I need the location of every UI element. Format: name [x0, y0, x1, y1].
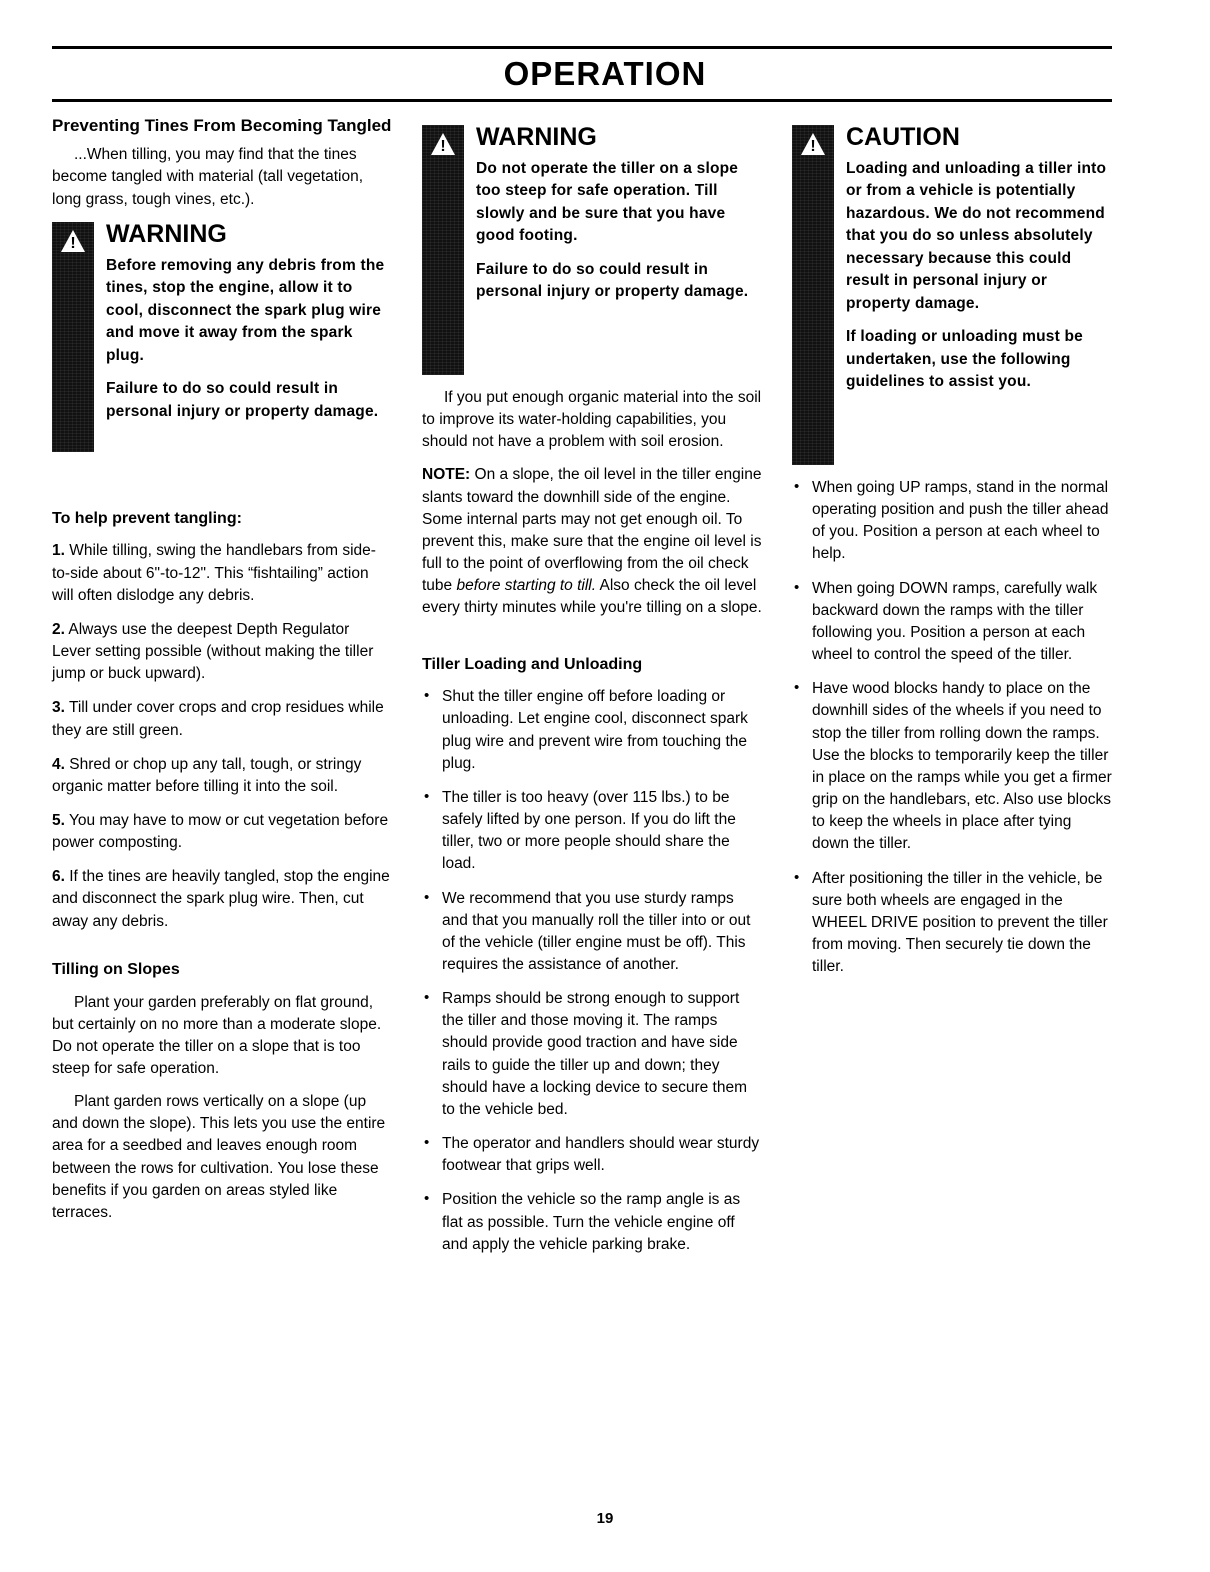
list-item	[52, 540, 392, 606]
page-number: 19	[596, 1510, 614, 1527]
section-heading-preventing-tines: Preventing Tines From Becoming Tangled	[52, 116, 392, 135]
warning-bar	[52, 222, 94, 452]
list-item: • Shut the tiller engine off before loading or unloading. Let engine cool, disconnect spark plug wire and prevent wire from touching the plug.	[422, 686, 762, 775]
paragraph-tines-intro: ...When tilling, you may find that the tines become tangled with material (tall vegetation, long grass, tough vines, etc.).	[52, 146, 364, 208]
caution-text-primary: Loading and unloading a tiller into or from a vehicle is potentially hazardous. We do not recommend that you do so unless absolutely necessary because this could result in personal injury or property damage.	[846, 160, 1107, 312]
warning-box-debris	[52, 219, 392, 452]
list-item	[52, 754, 392, 798]
column-left	[52, 115, 392, 1235]
warning-text-secondary: Failure to do so could result in personal injury or property damage.	[476, 260, 749, 301]
step-text: You may have to mow or cut vegetation before power composting.	[52, 812, 389, 852]
paragraph-organic-material: If you put enough organic material into the soil to improve its water-holding capabilities, you should not have a problem with soil erosion.	[422, 389, 762, 451]
list-item: • After positioning the tiller in the vehicle, be sure both wheels are engaged in the WHEEL DRIVE position to prevent the tiller from moving. Then securely tie down the tiller.	[792, 868, 1112, 979]
warning-exclamation-icon: !	[800, 133, 826, 157]
list-item: • The operator and handlers should wear sturdy footwear that grips well.	[422, 1133, 762, 1177]
step-text: Shred or chop up any tall, tough, or stringy organic matter before tilling it into the soil.	[52, 755, 362, 795]
step-number: 4.	[52, 755, 65, 773]
note-text-b: Also check the oil level every thirty minutes while you're tilling on a slope.	[422, 577, 762, 617]
column-center	[422, 115, 762, 1268]
list-item: • When going UP ramps, stand in the normal operating position and push the tiller ahead of you. Position a person at each wheel to help.	[792, 477, 1112, 566]
note-text-a: On a slope, the oil level in the tiller engine slants toward the downhill side of the engine. Some internal parts may not get enough oil. To prevent this, make sure that the engine oil level is full to the point of overflowing from the oil check tube	[422, 466, 762, 595]
warning-label: WARNING	[106, 219, 227, 248]
warning-bar	[422, 125, 464, 375]
list-item: • Ramps should be strong enough to support the tiller and those moving it. The ramps should provide good traction and have side rails to guide the tiller up and down; they should have a locking device to secure them to the vehicle bed.	[422, 988, 762, 1121]
note-label: NOTE:	[422, 466, 471, 484]
warning-label: WARNING	[476, 123, 597, 151]
list-item: • Position the vehicle so the ramp angle is as flat as possible. Turn the vehicle engine off and apply the vehicle parking brake.	[422, 1189, 762, 1255]
paragraph-slopes-2: Plant garden rows vertically on a slope (up and down the slope). This lets you use the entire area for a seedbed and leaves enough room between the rows for cultivation. You lose these benefits if you garden on areas styled like terraces.	[52, 1093, 386, 1221]
header-rule-bottom	[52, 99, 1112, 102]
warning-text-primary: Do not operate the tiller on a slope too steep for safe operation. Till slowly and be sure that you have good footing.	[476, 160, 739, 245]
list-item	[52, 619, 392, 685]
list-item: • When going DOWN ramps, carefully walk backward down the ramps with the tiller following you. Position a person at each wheel to control the speed of the tiller.	[792, 578, 1112, 667]
step-text: While tilling, swing the handlebars from side-to-side about 6"-to-12". This “fishtailing” action will often dislodge any debris.	[52, 542, 376, 604]
list-item	[52, 866, 392, 932]
step-number: 1.	[52, 542, 65, 560]
list-item: • Have wood blocks handy to place on the downhill sides of the wheels if you need to stop the tiller from rolling down the ramps. Use the blocks to temporarily keep the tiller in place on the ramps while you get a firmer grip on the handlebars, etc. Also use blocks to keep the wheels in place after tying down the tiller.	[792, 678, 1112, 855]
step-number: 5.	[52, 812, 65, 829]
step-text: Always use the deepest Depth Regulator Lever setting possible (without making the tiller jump or buck upward).	[52, 620, 374, 683]
warning-exclamation-icon: !	[430, 133, 456, 157]
list-item: • We recommend that you use sturdy ramps and that you manually roll the tiller into or out of the vehicle (tiller engine must be off). This requires the assistance of another.	[422, 888, 762, 977]
list-item: • The tiller is too heavy (over 115 lbs.) to be safely lifted by one person. If you do lift the tiller, two or more people should share the load.	[422, 787, 762, 876]
step-text: Till under cover crops and crop residues while they are still green.	[52, 699, 384, 739]
step-number: 6.	[52, 868, 65, 886]
caution-bar	[792, 125, 834, 465]
subheading-prevent-tangling: To help prevent tangling:	[52, 509, 242, 527]
warning-text-primary: Before removing any debris from the tines, stop the engine, allow it to cool, disconnect the spark plug wire and move it away from the spark plug.	[106, 256, 385, 364]
note-text-italic: before starting to till.	[456, 577, 597, 595]
paragraph-note	[422, 464, 762, 619]
subheading-tilling-on-slopes: Tilling on Slopes	[52, 960, 180, 978]
list-item	[52, 810, 392, 854]
column-right	[792, 115, 1112, 990]
list-item	[52, 697, 392, 741]
step-number: 3.	[52, 699, 65, 717]
header-rule-top	[52, 46, 1112, 49]
warning-box-slope	[422, 125, 762, 375]
caution-text-secondary: If loading or unloading must be undertaken, use the following guidelines to assist you.	[846, 328, 1083, 391]
warning-text-secondary: Failure to do so could result in personal injury or property damage.	[106, 380, 379, 420]
warning-exclamation-icon: !	[60, 230, 86, 254]
caution-label: CAUTION	[846, 123, 960, 151]
step-number: 2.	[52, 620, 65, 638]
caution-box-loading	[792, 125, 1112, 465]
paragraph-slopes-1: Plant your garden preferably on flat ground, but certainly on no more than a moderate slope. Do not operate the tiller on a slope that is too steep for safe operation.	[52, 993, 382, 1077]
step-text: If the tines are heavily tangled, stop the engine and disconnect the spark plug wire. Then, cut away any debris.	[52, 868, 390, 930]
page-title: OPERATION	[503, 55, 707, 92]
subheading-tiller-loading: Tiller Loading and Unloading	[422, 655, 643, 673]
